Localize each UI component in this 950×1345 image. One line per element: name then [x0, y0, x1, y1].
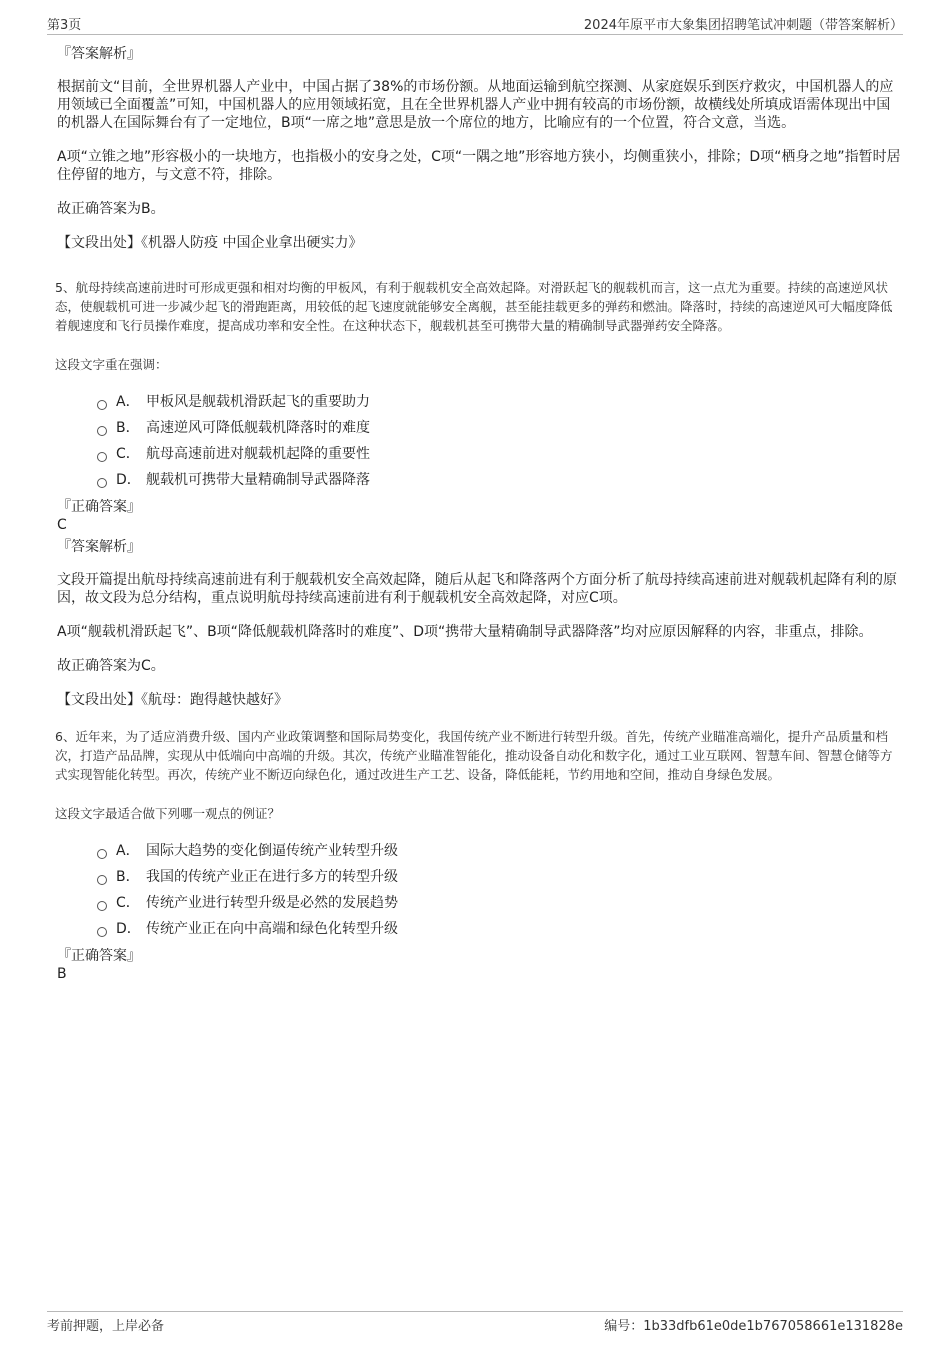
page-footer [47, 1311, 903, 1334]
analysis-paragraph: 根据前文“目前，全世界机器人产业中，中国占据了38%的市场份额。从地面运输到航空探测、从家庭娱乐到医疗救灾，中国机器人的应用领域已全面覆盖”可知，中国机器人的应用领域拓宽，且在全世界机器人产业中拥有较高的市场份额，故横线处所填成语需体现出中国的机器人在国际舞台有了一定地位，B项“一席之地”意思是放一个席位的地方，比喻应有的一个位置，符合文意，当选。 [57, 79, 894, 131]
option-letter: D． [116, 472, 141, 488]
analysis-label: 『答案解析』 [57, 539, 141, 555]
option-c[interactable] [97, 441, 903, 467]
option-text: 传统产业正在向中高端和绿色化转型升级 [146, 921, 398, 937]
source-line [57, 691, 903, 709]
option-b[interactable] [97, 415, 903, 441]
correct-answer: C [57, 517, 67, 533]
option-text: 甲板风是舰载机滑跃起飞的重要助力 [146, 394, 370, 410]
source-title: 《机器人防疫 中国企业拿出硬实力》 [141, 235, 363, 251]
option-letter: C． [116, 446, 140, 462]
analysis-body [57, 78, 903, 218]
page-content [55, 44, 903, 983]
options-list [97, 389, 903, 493]
radio-icon[interactable] [97, 400, 107, 410]
option-letter: A． [116, 843, 140, 859]
option-letter: A． [116, 394, 140, 410]
source-tag: 【文段出处】 [57, 692, 141, 708]
analysis-paragraph: 故正确答案为C。 [57, 658, 165, 674]
radio-icon[interactable] [97, 901, 107, 911]
footer-slogan: 考前押题，上岸必备 [47, 1319, 165, 1334]
option-letter: C． [116, 895, 140, 911]
analysis-paragraph: A项“立锥之地”形容极小的一块地方，也指极小的安身之处，C项“一隅之地”形容地方狭小，均侧重狭小，排除；D项“栖身之地”指暂时居住停留的地方，与文意不符，排除。 [57, 149, 901, 183]
correct-answer: B [57, 966, 67, 982]
question-prompt: 这段文字重在强调： [55, 357, 168, 372]
page-header [47, 14, 903, 35]
option-letter: B． [116, 869, 140, 885]
question-stem: 6、近年来，为了适应消费升级、国内产业政策调整和国际局势变化，我国传统产业不断进行转型升级。首先，传统产业瞄准高端化，提升产品质量和档次，打造产品品牌，实现从中低端向中高端的升级。其次，传统产业瞄准智能化，推动设备自动化和数字化，通过工业互联网、智慧车间、智慧仓储等方式实现智能化转型。再次，传统产业不断迈向绿色化，通过改进生产工艺、设备，降低能耗，节约用地和空间，推动自身绿色发展。 [55, 729, 893, 782]
option-text: 舰载机可携带大量精确制导武器降落 [146, 472, 370, 488]
source-tag: 【文段出处】 [57, 235, 141, 251]
option-letter: B． [116, 420, 140, 436]
source-title: 《航母：跑得越快越好》 [141, 692, 288, 708]
option-text: 高速逆风可降低舰载机降落时的难度 [146, 420, 370, 436]
document-code: 编号：1b33dfb61e0de1b767058661e131828e [604, 1319, 903, 1334]
option-c[interactable] [97, 890, 903, 916]
option-text: 我国的传统产业正在进行多方的转型升级 [146, 869, 398, 885]
option-text: 传统产业进行转型升级是必然的发展趋势 [146, 895, 398, 911]
analysis-paragraph: A项“舰载机滑跃起飞”、B项“降低舰载机降落时的难度”、D项“携带大量精确制导武器降落”均对应原因解释的内容，非重点，排除。 [57, 624, 873, 640]
analysis-paragraph: 故正确答案为B。 [57, 201, 165, 217]
analysis-body [57, 571, 903, 675]
correct-answer-label: 『正确答案』 [57, 948, 141, 964]
option-a[interactable] [97, 389, 903, 415]
radio-icon[interactable] [97, 426, 107, 436]
option-a[interactable] [97, 838, 903, 864]
page-number: 第3页 [47, 18, 82, 33]
radio-icon[interactable] [97, 478, 107, 488]
analysis-paragraph: 文段开篇提出航母持续高速前进有利于舰载机安全高效起降，随后从起飞和降落两个方面分析了航母持续高速前进对舰载机起降有利的原因，故文段为总分结构，重点说明航母持续高速前进有利于舰载机安全高效起降，对应C项。 [57, 572, 897, 606]
radio-icon[interactable] [97, 849, 107, 859]
correct-answer-label: 『正确答案』 [57, 499, 141, 515]
analysis-label: 『答案解析』 [57, 46, 141, 62]
radio-icon[interactable] [97, 875, 107, 885]
question-prompt: 这段文字最适合做下列哪一观点的例证？ [55, 806, 281, 821]
source-line [57, 234, 903, 252]
radio-icon[interactable] [97, 927, 107, 937]
option-d[interactable] [97, 916, 903, 942]
option-d[interactable] [97, 467, 903, 493]
document-title: 2024年原平市大象集团招聘笔试冲刺题（带答案解析） [583, 18, 903, 33]
radio-icon[interactable] [97, 452, 107, 462]
option-b[interactable] [97, 864, 903, 890]
options-list [97, 838, 903, 942]
option-letter: D． [116, 921, 141, 937]
question-stem: 5、航母持续高速前进时可形成更强和相对均衡的甲板风，有利于舰载机安全高效起降。对滑跃起飞的舰载机而言，这一点尤为重要。持续的高速逆风状态，使舰载机可进一步减少起飞的滑跑距离，用较低的起飞速度就能够安全离舰，甚至能挂载更多的弹药和燃油。降落时，持续的高速逆风可大幅度降低着舰速度和飞行员操作难度，提高成功率和安全性。在这种状态下，舰载机甚至可携带大量的精确制导武器弹药安全降落。 [55, 280, 893, 333]
option-text: 国际大趋势的变化倒逼传统产业转型升级 [146, 843, 398, 859]
option-text: 航母高速前进对舰载机起降的重要性 [146, 446, 370, 462]
